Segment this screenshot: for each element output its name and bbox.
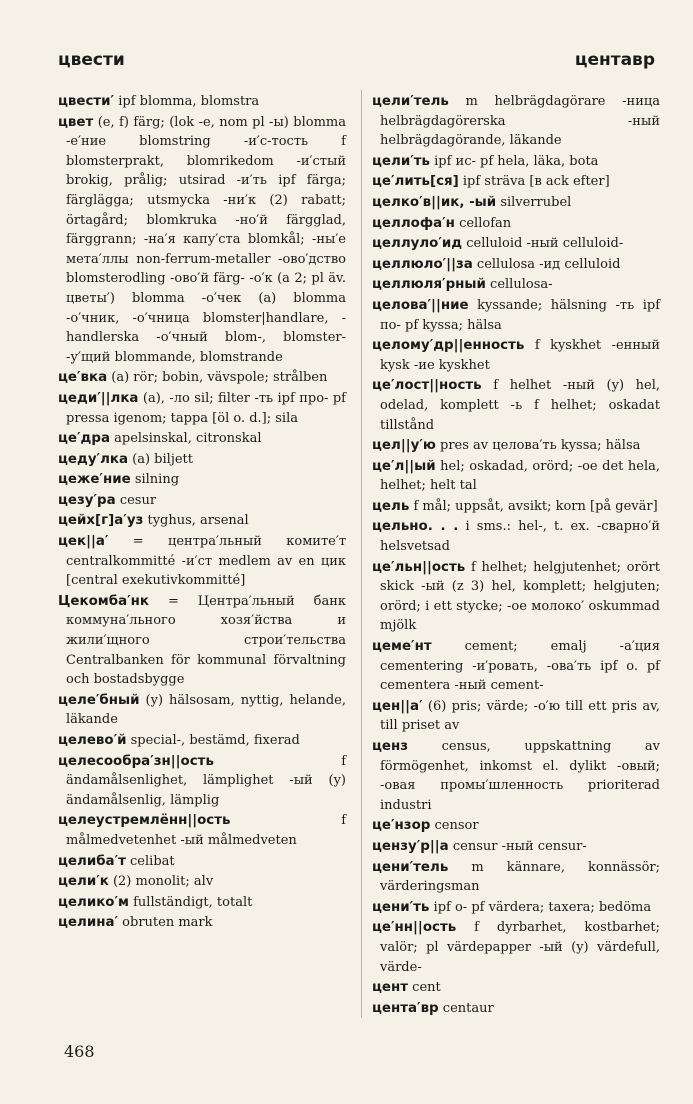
entry-definition: (a), -ло sil; filter -ть ipf про- pf pressa igenom; tappa [öl o. d.]; sila <box>66 390 346 426</box>
entry-headword: цвет <box>58 114 94 130</box>
dictionary-entry <box>372 918 660 977</box>
dictionary-entry <box>372 214 660 234</box>
dictionary-entry <box>372 92 660 151</box>
dictionary-entry <box>372 172 660 192</box>
dictionary-entry <box>58 731 346 751</box>
entry-definition: censor <box>434 818 479 834</box>
entry-headword: цент <box>372 980 409 996</box>
entry-headword: цейх[г]а′уз <box>58 513 144 529</box>
dictionary-entry <box>372 457 660 496</box>
entry-headword: цени′ть <box>372 899 430 915</box>
entry-definition: cellulosa- <box>490 277 553 293</box>
entry-headword: целина′ <box>58 915 119 931</box>
dictionary-entry <box>372 858 660 897</box>
entry-headword: це′дра <box>58 431 110 447</box>
dictionary-entry <box>372 697 660 736</box>
entry-headword: цеди′||лка <box>58 390 139 406</box>
entry-headword: целко′в||ик, -ый <box>372 194 497 210</box>
entry-definition: cement; emalj -а′ция cementering -и′ровать, -ова′ть ipf o. pf cementera -ный cement- <box>380 639 660 694</box>
entry-headword: цек||а′ <box>58 534 109 550</box>
entry-definition: = центра′льный комите′т centralkommitté -и′ст medlem av en цик [central exekutivkommitté] <box>66 534 347 589</box>
entry-definition: (a) biljett <box>132 451 193 467</box>
dictionary-entry <box>372 737 660 815</box>
entry-definition: kyssande; hälsning -ть ipf по- pf kyssa; hälsa <box>380 297 660 333</box>
entry-definition: apelsinskal, citronskal <box>114 431 262 447</box>
entry-definition: f dyrbarhet, kostbarhet; valör; pl värdepapper -ый (y) värdefull, värde- <box>380 920 660 975</box>
entry-headword: цеме′нт <box>372 639 432 655</box>
entry-definition: obruten mark <box>122 915 213 931</box>
entry-definition: ipf о- pf värdera; taxera; bedöma <box>433 899 652 915</box>
entry-headword: целому′др||енность <box>372 338 525 354</box>
entry-headword: цели′ть <box>372 153 430 169</box>
dictionary-entry <box>372 558 660 636</box>
entry-definition: (y) hälsosam, nyttig, helande, läkande <box>66 692 346 728</box>
dictionary-entry <box>372 296 660 335</box>
dictionary-entry <box>372 376 660 435</box>
entry-headword: целлофа′н <box>372 215 455 231</box>
entry-definition: f mål; uppsåt, avsikt; korn [på gevär] <box>413 498 658 514</box>
entry-headword: цени′тель <box>372 859 449 875</box>
left-column <box>58 92 346 934</box>
entry-headword: це′лить[ся] <box>372 174 459 190</box>
entry-headword: целлюля′рный <box>372 277 486 293</box>
dictionary-entry <box>58 811 346 850</box>
entry-headword: це′нн||ость <box>372 920 457 936</box>
entry-headword: целеустремлённ||ость <box>58 813 231 829</box>
dictionary-entry <box>372 275 660 295</box>
dictionary-entry <box>58 691 346 730</box>
dictionary-entry <box>372 152 660 172</box>
dictionary-entry <box>372 898 660 918</box>
entry-definition: f målmedvetenhet -ый målmedveten <box>66 813 346 848</box>
dictionary-entry <box>372 436 660 456</box>
entry-headword: целлюло′||за <box>372 256 473 272</box>
entry-headword: целико′м <box>58 894 129 910</box>
dictionary-entry <box>58 592 346 690</box>
dictionary-entry <box>58 511 346 531</box>
entry-headword: цеже′ние <box>58 472 131 488</box>
entry-definition: ipf ис- pf hela, läka, bota <box>434 153 599 169</box>
dictionary-entry <box>58 92 346 112</box>
entry-headword: цен||а′ <box>372 698 423 714</box>
dictionary-entry <box>58 913 346 933</box>
entry-definition: tyghus, arsenal <box>147 513 249 529</box>
running-head-right: центавр <box>574 50 655 70</box>
dictionary-entry <box>58 872 346 892</box>
entry-headword: цензу′р||а <box>372 838 449 854</box>
entry-definition: celibat <box>130 853 175 869</box>
entry-definition: censur -ный censur- <box>452 838 587 854</box>
entry-definition: i sms.: hel-, t. ex. -сварно′й helsvetsad <box>380 519 660 555</box>
dictionary-entry <box>58 113 346 368</box>
dictionary-entry <box>58 752 346 811</box>
entry-headword: цельно. . . <box>372 519 459 535</box>
entry-definition: m helbrägdagörare -ница helbrägdagörerska -ный helbrägdagörande, läkande <box>380 94 660 149</box>
dictionary-entry <box>372 336 660 375</box>
entry-definition: (2) monolit; alv <box>112 874 214 890</box>
entry-headword: цеду′лка <box>58 451 129 467</box>
entry-headword: цента′вр <box>372 1000 439 1016</box>
dictionary-entry <box>58 491 346 511</box>
entry-definition: = Центра′льный банк коммуна′льного хозя′йства и жили′щного строи′тельства Centralbanken för kommunal förvaltning och bostadsbygge <box>66 593 346 688</box>
dictionary-entry <box>58 470 346 490</box>
dictionary-entry <box>58 532 346 591</box>
entry-definition: cent <box>412 980 441 996</box>
entry-definition: f ändamålsenlighet, lämplighet -ый (y) ändamålsenlig, lämplig <box>66 753 346 808</box>
entry-headword: цел||у′ю <box>372 438 436 454</box>
entry-headword: цель <box>372 498 410 514</box>
dictionary-entry <box>372 234 660 254</box>
dictionary-entry <box>58 429 346 449</box>
entry-definition: ipf blomma, blomstra <box>118 94 260 109</box>
entry-headword: цвести′ <box>58 94 115 109</box>
dictionary-entry <box>372 637 660 696</box>
dictionary-entry <box>372 837 660 857</box>
entry-headword: целесообра′зн||ость <box>58 753 214 769</box>
entry-headword: цели′тель <box>372 94 449 109</box>
entry-definition: hel; oskadad, orörd; -ое det hela, helhet; helt tal <box>380 458 660 494</box>
dictionary-entry <box>372 978 660 998</box>
dictionary-entry <box>372 816 660 836</box>
entry-headword: цели′к <box>58 874 109 890</box>
dictionary-entry <box>58 852 346 872</box>
dictionary-entry <box>372 193 660 213</box>
entry-headword: це′вка <box>58 370 108 386</box>
entry-definition: fullständigt, totalt <box>133 894 253 910</box>
entry-definition: cesur <box>119 492 157 508</box>
running-head-left: цвести <box>58 50 125 70</box>
entry-definition: centaur <box>442 1000 494 1016</box>
page-number: 468 <box>64 1042 95 1061</box>
entry-definition: pres av целова′ть kyssa; hälsa <box>440 438 641 454</box>
entry-definition: celluloid -ный celluloid- <box>466 236 624 252</box>
entry-headword: це′нзор <box>372 818 431 834</box>
entry-headword: це′л||ый <box>372 458 436 474</box>
dictionary-entry <box>58 389 346 428</box>
dictionary-entry <box>372 497 660 517</box>
entry-headword: Цекомба′нк <box>58 593 149 609</box>
entry-headword: целе′бный <box>58 692 140 708</box>
entry-definition: silning <box>134 472 180 488</box>
entry-headword: целлуло′ид <box>372 236 463 252</box>
entry-definition: cellofan <box>459 215 512 231</box>
entry-definition: f helhet; helgjutenhet; orört skick -ый (z 3) hel, komplett; helgjuten; orörd; i ett stycke; -ое молоко′ oskummad mjölk <box>380 559 660 634</box>
entry-headword: цезу′ра <box>58 492 116 508</box>
entry-headword: целиба′т <box>58 853 126 869</box>
entry-headword: це′льн||ость <box>372 559 466 575</box>
entry-definition: special-, bestämd, fixerad <box>130 733 300 748</box>
entry-definition: (a) rör; bobin, vävspole; strålben <box>111 370 328 386</box>
entry-definition: cellulosa -ид celluloid <box>476 256 621 272</box>
entry-definition: (6) pris; värde; -о′ю till ett pris av, till priset av <box>380 698 661 734</box>
right-column <box>372 92 660 1019</box>
entry-headword: целова′||ние <box>372 297 469 313</box>
entry-definition: silverrubel <box>500 194 572 210</box>
entry-headword: це′лост||ность <box>372 378 482 394</box>
dictionary-entry <box>58 450 346 470</box>
dictionary-entry <box>372 999 660 1019</box>
entry-definition: ipf sträva [в ack efter] <box>462 174 610 190</box>
dictionary-entry <box>58 893 346 913</box>
entry-definition: (e, f) färg; (lok -e, nom pl -ы) blomma -е′ние blomstring -и′с-тость f blomsterprakt, blomrikedom -и′стый brokig, prålig; utsirad -и′ть ipf färga; färglägga; utsmycka -ни′к (2) rabatt; örtagård; blomkruka -но′й färgglad, färggrann; -на′я капу′ста blomkål; -ны′е мета′ллы non-ferrum-metaller -ово′дство blomsterodling -ово′й färg- -о′к (a 2; pl äv. цветы′) blomma -о′чек (a) blomma -о′чник, -о′чница blomster|handlare, -handlerska -о′чный blom-, blomster- -у′щий blommande, blomstrande <box>66 114 347 365</box>
dictionary-entry <box>58 368 346 388</box>
entry-headword: ценз <box>372 739 409 754</box>
dictionary-entry <box>372 517 660 556</box>
entry-headword: целево′й <box>58 733 127 748</box>
column-divider <box>361 90 362 1018</box>
entry-definition: f helhet -ный (y) hel, odelad, komplett -ь f helhet; oskadat tillstånd <box>380 378 660 433</box>
entry-definition: m kännare, konnässör; värderingsman <box>380 859 661 895</box>
dictionary-entry <box>372 255 660 275</box>
entry-definition: f kyskhet -енный kysk -ие kyskhet <box>380 338 660 373</box>
entry-definition: census, uppskattning av förmögenhet, inkomst el. dylikt -овый; -овая промы′шленность prioriterad industri <box>380 739 660 813</box>
